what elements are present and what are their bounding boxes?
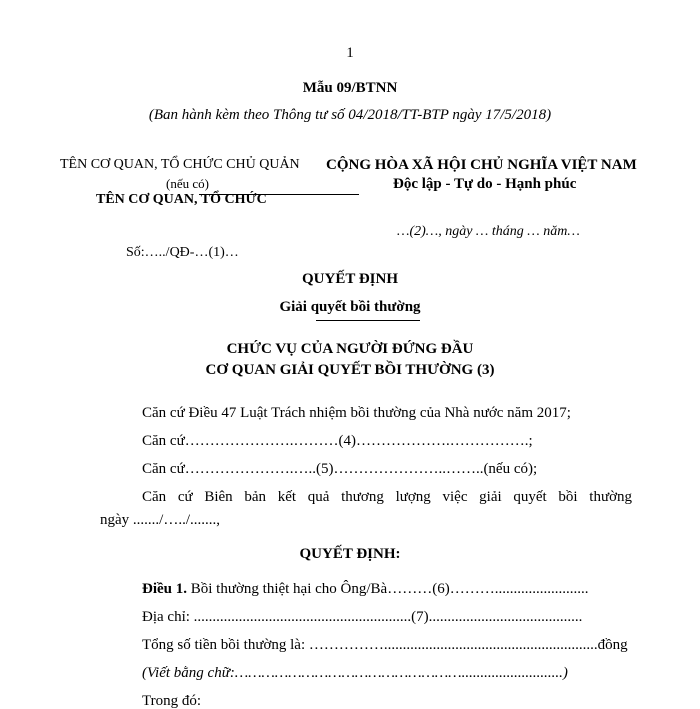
amount-in-words: (Viết bằng chữ:……………………………………………...........................)	[142, 665, 568, 681]
legal-ground-3: Căn cứ………………….…..(5)…………………..……..(nếu có);	[142, 461, 538, 477]
place-date: …(2)…, ngày … tháng … năm…	[397, 224, 580, 239]
article-1	[142, 582, 588, 597]
parent-agency-name: TÊN CƠ QUAN, TỔ CHỨC CHỦ QUẢN	[60, 157, 300, 172]
document-number: Số:…../QĐ-…(1)…	[126, 245, 239, 260]
national-motto: Độc lập - Tự do - Hạnh phúc	[393, 176, 577, 192]
claimant-address: Địa chỉ: ..........................................................(7).........................................	[142, 609, 583, 625]
parent-agency-note: (nếu có)	[166, 176, 209, 191]
authority-line-1: CHỨC VỤ CỦA NGƯỜI ĐỨNG ĐẦU	[226, 341, 474, 357]
form-code: Mẫu 09/BTNN	[302, 80, 398, 96]
authority-line-2: CƠ QUAN GIẢI QUYẾT BỒI THƯỜNG (3)	[205, 362, 495, 378]
total-compensation: Tổng số tiền bồi thường là: …………….........................................................đồng	[142, 637, 628, 653]
article-1-label: Điều 1.	[142, 581, 187, 597]
article-1-breakdown: Trong đó:	[142, 693, 202, 709]
legal-ground-4: Căn cứ Biên bản kết quả thương lượng việc giải quyết bồi thường	[142, 489, 632, 505]
issued-by-note: (Ban hành kèm theo Thông tư số 04/2018/TT-BTP ngày 17/5/2018)	[148, 107, 552, 123]
agency-name: TÊN CƠ QUAN, TỔ CHỨC	[96, 192, 267, 207]
subtitle-underline	[316, 320, 420, 321]
national-title: CỘNG HÒA XÃ HỘI CHỦ NGHĨA VIỆT NAM	[326, 157, 637, 173]
decision-heading: QUYẾT ĐỊNH:	[299, 546, 401, 562]
legal-ground-1: Căn cứ Điều 47 Luật Trách nhiệm bồi thường của Nhà nước năm 2017;	[142, 405, 571, 421]
document-subtitle: Giải quyết bồi thường	[279, 299, 421, 315]
page-number: 1	[346, 45, 354, 61]
document-title: QUYẾT ĐỊNH	[302, 271, 398, 287]
legal-ground-4-date: ngày ......./…../.......,	[100, 512, 220, 528]
article-1-text: Bồi thường thiệt hại cho Ông/Bà………(6)……….........................	[187, 581, 589, 597]
legal-ground-2: Căn cứ………………….………(4)……………….…………….;	[142, 433, 533, 449]
